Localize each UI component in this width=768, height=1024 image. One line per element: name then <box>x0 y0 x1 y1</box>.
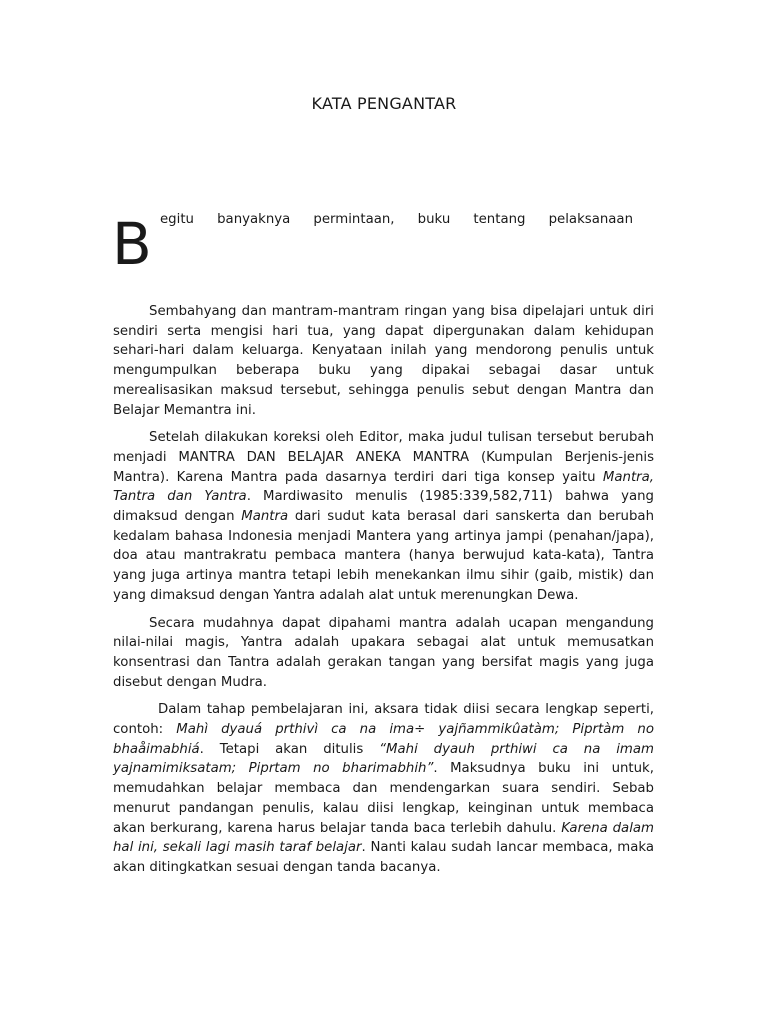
paragraph-4-italic-3: Karena dalam hal ini, sekali lagi masih taraf belajar <box>113 820 654 856</box>
paragraph-4-italic-2: “Mahi dyauh prthiwi ca na imam yajnamimiksatam; Piprtam no bharimabhih” <box>113 741 654 777</box>
paragraph-4-text-1: Dalam tahap pembelajaran ini, aksara tidak diisi secara lengkap seperti, contoh: <box>113 702 654 738</box>
opening-line: egitu banyaknya permintaan, buku tentang pelaksanaan <box>160 212 633 227</box>
paragraph-1: Sembahyang dan mantram-mantram ringan yang bisa dipelajari untuk diri sendiri serta mengisi hari tua, yang dapat dipergunakan dalam kehidupan sehari-hari dalam keluarga. Kenyataan inilah yang mendorong penulis untuk mengumpulkan beberapa buku yang dipakai sebagai dasar untuk merealisasikan maksud tersebut, sehingga penulis sebut dengan Mantra dan Belajar Memantra ini. <box>113 304 654 418</box>
paragraph-2-text-2: . Mardiwasito menulis (1985:339,582,711) bahwa yang dimaksud dengan <box>113 489 654 525</box>
paragraph-4 <box>113 700 654 877</box>
page-title: KATA PENGANTAR <box>311 94 457 113</box>
drop-cap: B <box>112 210 152 278</box>
body-text <box>113 302 654 886</box>
paragraph-4-text-3: . Maksudnya buku ini untuk, memudahkan belajar membaca dan mendengarkan suara sendiri. Sebab menurut pandangan penulis, kalau diisi lengkap, keinginan untuk membaca akan berkurang, karena harus belajar tanda baca terlebih dahulu. <box>113 761 654 836</box>
paragraph-2-italic-1: Mantra, Tantra dan Yantra <box>113 469 654 505</box>
paragraph-2-text-1: Setelah dilakukan koreksi oleh Editor, maka judul tulisan tersebut berubah menjadi MANTRA DAN BELAJAR ANEKA MANTRA (Kumpulan Berjenis-jenis Mantra). Karena Mantra pada dasarnya terdiri dari tiga konsep yaitu <box>113 430 654 485</box>
paragraph-3: Secara mudahnya dapat dipahami mantra adalah ucapan mengandung nilai-nilai magis, Yantra adalah upakara sebagai alat untuk memusatkan konsentrasi dan Tantra adalah gerakan tangan yang bersifat magis yang juga disebut dengan Mudra. <box>113 615 654 690</box>
paragraph-2 <box>113 428 654 605</box>
paragraph-4-italic-1: Mahì dyauá prthivì ca na ima÷ yajñammikûatàm; Piprtàm no bhaåimabhiá <box>113 722 654 757</box>
paragraph-2-italic-2: Mantra <box>241 509 289 525</box>
paragraph-4-text-4: . Nanti kalau sudah lancar membaca, maka akan ditingkatkan sesuai dengan tanda bacanya. <box>113 840 654 875</box>
paragraph-4-text-2: . Tetapi akan ditulis <box>199 741 380 757</box>
paragraph-2-text-3: dari sudut kata berasal dari sanskerta dan berubah kedalam bahasa Indonesia menjadi Mantera yang artinya jampi (penahan/japa), doa atau mantrakratu pembaca mantera (hanya berwujud kata-kata), Tantra yang juga artinya mantra tetapi lebih menekankan ilmu sihir (gaib, mistik) dan yang dimaksud dengan Yantra adalah alat untuk merenungkan Dewa. <box>113 509 654 603</box>
